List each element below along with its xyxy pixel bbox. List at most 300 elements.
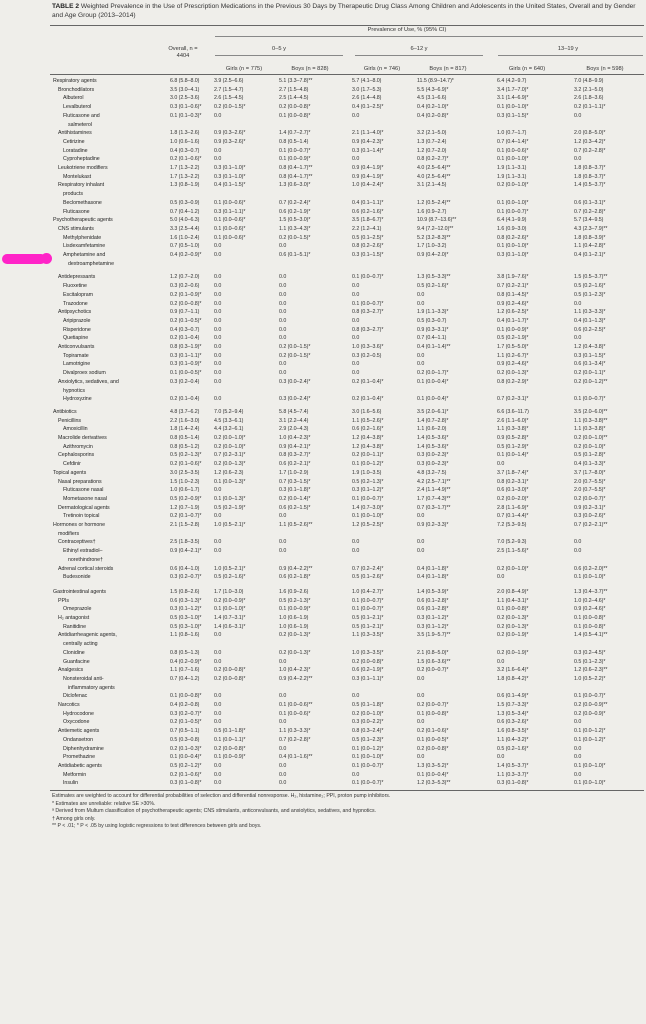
cell-value: 0.9 (0.2–4.6)* xyxy=(574,606,606,613)
header-bottom-rule xyxy=(50,74,644,75)
cell-value: 0.0 xyxy=(352,156,360,163)
cell-value: 0.0 xyxy=(214,780,222,787)
cell-value: 0.3 (0.1–1.2)* xyxy=(417,623,449,630)
row-label: Amphetamine and xyxy=(63,252,106,258)
cell-value: 0.0 xyxy=(279,771,287,778)
cell-value: 3.7 (1.8–7.4)* xyxy=(497,469,529,476)
cell-overall: 0.8 (0.5–1.2) xyxy=(170,443,200,450)
row-label: Anticonvulsants xyxy=(58,344,95,350)
cell-overall: 1.6 (1.0–2.4) xyxy=(170,234,200,241)
cell-overall: 0.2 (0.1–0.5)* xyxy=(170,719,202,726)
cell-value: 0.0 xyxy=(279,548,287,555)
cell-value: 0.5 (0.1–2.5)* xyxy=(352,234,384,241)
row-label: CNS stimulants xyxy=(58,225,94,232)
cell-overall: 0.2 (0.1–0.6)* xyxy=(170,771,202,778)
cell-value: 0.0 xyxy=(352,291,360,298)
row-label: Fluticasone nasal xyxy=(63,487,104,494)
cell-value: 0.2 (0.0–1.0)* xyxy=(214,443,246,450)
cell-value: 0.3 (0.1–1.1)* xyxy=(214,208,246,215)
cell-value: 1.7 (1.0–3.0) xyxy=(214,588,244,595)
row-label: centrally acting xyxy=(63,641,98,648)
cell-value: 1.9 (1.1–3.1) xyxy=(497,173,527,180)
cell-value: 2.0 (0.7–5.5)* xyxy=(574,478,606,485)
cell-value: 1.9 (1.1–3.3)* xyxy=(417,309,449,316)
cell-value: 1.1 (0.3–3.3)* xyxy=(279,728,311,735)
cell-value: 0.3 (0.0–2.6)* xyxy=(574,513,606,520)
footnote: † Among girls only. xyxy=(52,815,96,822)
cell-value: 0.9 (0.4–2.0)* xyxy=(417,252,449,258)
cell-overall: 0.1 (0.0–0.5)* xyxy=(170,370,202,377)
cell-value: 0.6 (0.2–2.0)** xyxy=(574,565,608,572)
cell-value: 0.0 xyxy=(279,274,287,281)
cell-value: 1.2 (0.4–3.8)* xyxy=(352,443,384,450)
col-header-boys-0-5: Boys (n = 828) xyxy=(291,66,329,72)
cell-value: 3.1 (2.1–4.5) xyxy=(417,182,447,189)
cell-value: 0.0 xyxy=(574,300,582,307)
cell-value: 0.0 xyxy=(214,317,222,324)
cell-value: 2.1 (1.1–4.0)* xyxy=(352,130,384,137)
row-label: Antidiarrheagenic agents, xyxy=(58,632,117,639)
cell-value: 0.0 xyxy=(279,326,287,333)
cell-value: 0.1 (0.0–1.0)* xyxy=(574,574,606,581)
cell-value: 0.0 xyxy=(214,309,222,316)
overall-header xyxy=(158,46,208,59)
cell-value: 0.4 (0.1–2.1)* xyxy=(574,252,606,258)
cell-overall: 5.0 (4.0–6.3) xyxy=(170,217,200,224)
cell-value: 0.4 (0.1–1.4)** xyxy=(417,344,451,350)
row-label: Insulin xyxy=(63,780,78,787)
cell-value: 0.1 (0.0–0.7)* xyxy=(352,597,384,604)
cell-value: 0.3 (0.1–1.0)* xyxy=(497,252,529,258)
row-label: PPIs xyxy=(58,597,69,604)
footnote: ᵃ Derived from Multum classification of psychotherapeutic agents; CNS stimulants, anticonvulsants, and anxiolytics, sedatives, and hypnotics. xyxy=(52,808,376,815)
cell-value: 2.6 (1.8–3.6) xyxy=(574,95,604,102)
row-label: norethindrone† xyxy=(68,556,103,563)
cell-overall: 0.2 (0.1–0.5)* xyxy=(170,317,202,324)
row-label: Cefdinir xyxy=(63,461,81,468)
cell-value: 3.0 (1.6–5.6) xyxy=(352,408,382,415)
cell-value: 0.0 xyxy=(352,112,360,119)
cell-value: 0.1 (0.0–0.9)* xyxy=(279,606,311,613)
cell-value: 0.4 (0.1–1.8)* xyxy=(417,565,449,572)
cell-value: 0.1 (0.0–1.0)* xyxy=(497,104,529,111)
cell-value: 0.9 (0.4–2.1)* xyxy=(279,443,311,450)
cell-value: 0.0 xyxy=(352,370,360,377)
cell-value: 0.1 (0.0–1.0)* xyxy=(352,513,384,520)
cell-value: 3.1 (2.2–4.4) xyxy=(279,417,309,424)
cell-value: 1.4 (0.6–3.1)* xyxy=(214,623,246,630)
row-label: Analgesics xyxy=(58,667,84,674)
cell-value: 0.4 (0.1–1.7)* xyxy=(497,317,529,324)
cell-value: 3.5 (2.0–6.1)* xyxy=(417,408,449,415)
cell-value: 0.1 (0.0–1.4)* xyxy=(497,452,529,459)
cell-value: 0.5 (0.2–1.3)* xyxy=(279,597,311,604)
row-label: Levalbuterol xyxy=(63,104,92,111)
cell-overall: 0.8 (0.5–1.4) xyxy=(170,435,200,441)
cell-value: 0.4 (0.1–1.3)* xyxy=(574,317,606,324)
cell-value: 0.2 (0.0–1.2)** xyxy=(574,378,608,385)
cell-value: 0.1 (0.0–1.2)* xyxy=(574,736,606,743)
cell-value: 1.3 (0.3–5.2)* xyxy=(417,762,449,769)
cell-value: 0.0 xyxy=(214,361,222,368)
cell-value: 0.0 xyxy=(279,719,287,726)
cell-value: 0.1 (0.0–0.7)* xyxy=(574,693,606,700)
cell-value: 3.8 (1.9–7.6)* xyxy=(497,274,529,281)
age-underline-0-5 xyxy=(215,55,343,56)
cell-value: 0.0 xyxy=(214,487,222,494)
cell-value: 0.1 (0.0–0.9)* xyxy=(497,326,529,333)
cell-value: 1.1 (0.5–2.6)* xyxy=(352,417,384,424)
cell-value: 2.7 (1.5–4.7) xyxy=(214,86,244,93)
cell-value: 3.2 (2.1–5.0) xyxy=(417,130,447,137)
cell-value: 0.1 (0.0–0.6)* xyxy=(214,199,246,206)
cell-overall: 0.1 (0.0–0.4)* xyxy=(170,754,202,761)
cell-value: 0.5 (0.1–2.1)* xyxy=(352,615,384,621)
cell-overall: 0.5 (0.2–1.3)* xyxy=(170,452,202,459)
row-label: Antihistamines xyxy=(58,130,92,137)
cell-overall: 1.3 (0.8–1.9) xyxy=(170,182,200,189)
cell-value: 2.0 (0.8–5.0)* xyxy=(574,130,606,137)
cell-value: 0.1 (0.0–1.2)* xyxy=(352,461,384,468)
cell-value: 0.1 (0.0–0.6)** xyxy=(279,702,313,708)
cell-value: 0.0 xyxy=(279,658,287,665)
cell-value: 0.3 (0.2–4.5)* xyxy=(574,649,606,656)
cell-value: 0.8 (0.3–2.7)* xyxy=(279,452,311,459)
cell-value: 1.4 (0.7–2.8)* xyxy=(417,417,449,424)
cell-value: 0.8 (0.2–2.9)* xyxy=(497,378,529,385)
row-label: Antibiotics xyxy=(53,408,77,415)
cell-value: 1.1 (0.4–3.2)* xyxy=(497,736,529,743)
cell-value: 0.6 (0.2–1.5)* xyxy=(279,504,311,511)
cell-overall: 0.4 (0.2–0.9)* xyxy=(170,252,202,258)
cell-overall: 0.4 (0.2–0.9)* xyxy=(170,658,202,665)
cell-value: 0.3 (0.1–1.0)* xyxy=(214,173,246,180)
cell-value: 0.4 (0.2–0.8)* xyxy=(417,112,449,119)
cell-value: 0.0 xyxy=(574,156,582,163)
cell-value: 1.2 (0.5–2.4)** xyxy=(417,199,451,206)
cell-value: 0.1 (0.0–1.0)* xyxy=(497,243,529,250)
cell-value: 0.1 (0.0–0.4)* xyxy=(417,771,449,778)
cell-value: 0.2 (0.0–1.0)* xyxy=(497,565,529,572)
cell-value: 0.1 (0.0–1.0)* xyxy=(352,754,384,761)
cell-value: 1.0 (0.6–1.9) xyxy=(279,623,309,630)
row-label: Diphenhydramine xyxy=(63,745,104,752)
cell-value: 0.1 (0.0–1.2)* xyxy=(574,728,606,735)
cell-value: 0.0 xyxy=(352,539,360,546)
cell-value: 1.3 (0.7–2.4) xyxy=(417,138,447,145)
pink-highlight-dot xyxy=(41,253,52,264)
cell-value: 0.0 xyxy=(497,574,505,581)
cell-overall: 1.2 (0.7–1.9) xyxy=(170,504,200,511)
cell-value: 0.0 xyxy=(497,658,505,665)
row-label: products xyxy=(63,191,83,198)
cell-value: 0.6 (0.3–2.6)* xyxy=(497,719,529,726)
cell-value: 0.2 (0.0–0.7)* xyxy=(417,702,449,708)
cell-value: 0.5 (0.1–2.8)* xyxy=(574,452,606,459)
cell-value: 1.6 (0.9–2.6) xyxy=(279,588,309,595)
cell-value: 4.0 (2.5–6.4)** xyxy=(417,173,451,180)
row-label: Fluticasone xyxy=(63,208,90,215)
cell-value: 0.2 (0.0–0.8)* xyxy=(214,675,246,682)
row-label: Metformin xyxy=(63,771,87,778)
row-label: modifiers xyxy=(58,530,80,537)
cell-value: 0.0 xyxy=(417,719,425,726)
row-label: Cetirizine xyxy=(63,138,85,145)
cell-overall: 0.5 (0.3–0.8) xyxy=(170,736,200,743)
cell-value: 5.8 (4.5–7.4) xyxy=(279,408,309,415)
cell-value: 0.3 (0.1–1.5)* xyxy=(574,352,606,359)
cell-value: 0.0 xyxy=(214,156,222,163)
cell-value: 1.2 (0.7–2.0) xyxy=(417,147,447,154)
cell-value: 0.3 (0.1–1.4)* xyxy=(352,147,384,154)
cell-value: 0.3 (0.0–2.4)* xyxy=(279,378,311,385)
cell-value: 0.0 xyxy=(417,693,425,700)
cell-value: 1.2 (0.6–2.3)** xyxy=(574,667,608,674)
cell-value: 0.2 (0.0–0.8)* xyxy=(279,104,311,111)
cell-overall: 0.4 (0.2–0.8) xyxy=(170,702,200,708)
cell-value: 0.0 xyxy=(279,370,287,377)
cell-value: 4.5 (3.3–6.1) xyxy=(214,417,244,424)
cell-value: 0.0 xyxy=(214,632,222,639)
cell-overall: 0.2 (0.0–0.8)* xyxy=(170,300,202,307)
cell-value: 1.0 (0.6–1.9) xyxy=(279,615,309,621)
cell-value: 1.5 (0.5–3.0)* xyxy=(279,217,311,224)
cell-value: 1.6 (0.9–3.0) xyxy=(497,225,527,232)
cell-value: 0.0 xyxy=(417,513,425,520)
cell-value: 0.2 (0.0–1.3)* xyxy=(497,623,529,630)
cell-value: 0.9 (0.4–2.3)* xyxy=(352,138,384,145)
cell-value: 0.2 (0.0–0.8)* xyxy=(352,658,384,665)
cell-value: 0.1 (0.0–1.1)* xyxy=(214,736,246,743)
row-label: Tretinoin topical xyxy=(63,513,100,520)
cell-value: 10.9 (8.7–13.6)** xyxy=(417,217,457,224)
cell-value: 0.0 xyxy=(214,719,222,726)
cell-value: 0.2 (0.0–0.9)* xyxy=(214,597,246,604)
cell-value: 0.9 (0.4–1.9)* xyxy=(352,173,384,180)
cell-overall: 0.3 (0.2–0.4) xyxy=(170,378,200,385)
cell-overall: 0.5 (0.3–0.9) xyxy=(170,199,200,206)
cell-overall: 1.0 (0.6–1.6) xyxy=(170,138,200,145)
cell-overall: 0.6 (0.4–1.0) xyxy=(170,565,200,572)
cell-value: 0.1 (0.0–0.6)* xyxy=(279,710,311,717)
row-label: Antipsychotics xyxy=(58,309,92,316)
cell-value: 0.0 xyxy=(214,300,222,307)
cell-value: 0.5 (0.1–2.1)* xyxy=(352,623,384,630)
cell-value: 0.2 (0.0–1.1)* xyxy=(574,370,606,377)
cell-value: 0.6 (0.2–2.5)* xyxy=(574,326,606,333)
cell-value: 1.0 (0.5–2.1)* xyxy=(214,522,246,528)
cell-overall: 3.0 (2.5–3.6) xyxy=(170,95,200,102)
cell-value: 0.0 xyxy=(214,396,222,403)
cell-value: 0.7 (0.1–4.4)* xyxy=(497,513,529,520)
cell-value: 0.8 (0.4–1.7)** xyxy=(279,165,313,171)
row-label: Beclomethasone xyxy=(63,199,102,206)
cell-value: 1.1 (0.3–3.8)** xyxy=(574,417,608,424)
cell-value: 0.0 xyxy=(574,745,582,752)
cell-value: 0.6 (0.2–1.8)* xyxy=(279,574,311,581)
cell-value: 0.0 xyxy=(352,693,360,700)
cell-value: 0.6 (0.2–2.1)* xyxy=(279,461,311,468)
cell-value: 0.0 xyxy=(279,309,287,316)
cell-value: 1.0 (0.7–1.7) xyxy=(497,130,527,137)
cell-value: 0.0 xyxy=(214,762,222,769)
cell-value: 5.2 (3.2–8.3)** xyxy=(417,234,451,241)
cell-value: 0.9 (0.4–2.2)** xyxy=(279,565,313,572)
cell-value: 0.0 xyxy=(417,548,425,555)
cell-value: 0.3 (0.1–1.8)* xyxy=(279,487,311,494)
cell-value: 5.7 (3.4–9.5) xyxy=(574,217,604,224)
cell-value: 0.8 (0.3–2.4)* xyxy=(352,728,384,735)
cell-value: 1.4 (0.5–4.1)** xyxy=(574,632,608,639)
cell-overall: 1.5 (0.8–2.6) xyxy=(170,588,200,595)
row-label: Lamotrigine xyxy=(63,361,91,368)
cell-overall: 0.1 (0.1–0.3)* xyxy=(170,112,202,119)
cell-value: 0.0 xyxy=(574,754,582,761)
cell-value: 0.5 (0.1–2.6)* xyxy=(352,574,384,581)
row-label: Antidepressants xyxy=(58,274,96,281)
cell-value: 5.1 (3.3–7.8)** xyxy=(279,78,313,84)
row-label: Contraceptives† xyxy=(58,539,96,546)
cell-value: 0.6 (0.2–1.6)* xyxy=(352,208,384,215)
cell-value: 0.8 (0.5–1.4) xyxy=(279,138,309,145)
cell-value: 0.7 (0.2–3.1)* xyxy=(497,396,529,403)
cell-value: 0.2 (0.0–1.3)* xyxy=(497,615,529,621)
cell-overall: 1.7 (1.3–2.2) xyxy=(170,165,200,171)
cell-value: 0.7 (0.3–1.5)* xyxy=(279,478,311,485)
cell-value: 0.0 xyxy=(279,780,287,787)
prevalence-underline xyxy=(215,36,643,37)
cell-value: 0.1 (0.0–0.4)* xyxy=(417,396,449,403)
col-header-girls-13-19: Girls (n = 640) xyxy=(508,66,546,72)
row-label: Promethazine xyxy=(63,754,96,761)
cell-value: 1.5 (0.7–3.3)* xyxy=(497,702,529,708)
cell-value: 0.1 (0.0–0.8)* xyxy=(497,606,529,613)
cell-value: 3.2 (1.6–6.4)* xyxy=(497,667,529,674)
cell-value: 0.6 (0.2–1.9)* xyxy=(352,667,384,674)
cell-value: 0.1 (0.0–1.0)* xyxy=(497,199,529,206)
cell-overall: 0.7 (0.5–1.1) xyxy=(170,728,200,735)
cell-value: 0.0 xyxy=(214,326,222,333)
cell-value: 1.2 (0.3–4.2)* xyxy=(574,138,606,145)
cell-value: 0.0 xyxy=(279,539,287,546)
cell-overall: 0.3 (0.2–0.7)* xyxy=(170,710,202,717)
row-label: Omeprazole xyxy=(63,606,92,613)
cell-value: 0.0 xyxy=(352,317,360,324)
row-label: Anxiolytics, sedatives, and xyxy=(58,378,119,385)
cell-overall: 6.8 (5.8–8.0) xyxy=(170,78,200,84)
cell-value: 1.4 (0.5–3.6)* xyxy=(417,443,449,450)
cell-value: 0.8 (0.3–2.7)* xyxy=(352,309,384,316)
cell-value: 2.1 (0.8–5.0)* xyxy=(417,649,449,656)
cell-value: 0.0 xyxy=(417,361,425,368)
cell-value: 0.0 xyxy=(279,283,287,290)
cell-value: 0.5 (0.1–2.3)* xyxy=(574,658,606,665)
cell-value: 0.0 xyxy=(279,513,287,520)
cell-value: 0.6 (0.1–4.9)* xyxy=(497,693,529,700)
cell-value: 0.2 (0.0–1.0)* xyxy=(574,443,606,450)
cell-value: 1.8 (0.8–3.7)* xyxy=(574,165,606,171)
cell-value: 1.3 (0.6–3.0)* xyxy=(279,182,311,189)
row-label: Methylphenidate xyxy=(63,234,102,241)
cell-value: 0.0 xyxy=(279,335,287,342)
cell-value: 0.9 (0.4–1.9)* xyxy=(352,165,384,171)
cell-value: 4.3 (2.3–7.9)** xyxy=(574,225,608,232)
cell-value: 1.2 (0.4–3.8)* xyxy=(352,435,384,441)
row-label: Divalproex sodium xyxy=(63,370,106,377)
cell-value: 0.0 xyxy=(214,147,222,154)
cell-value: 0.3 (0.1–1.2)* xyxy=(352,487,384,494)
cell-value: 1.2 (0.4–3.8)* xyxy=(574,344,606,350)
cell-value: 1.4 (0.5–3.6)* xyxy=(417,435,449,441)
cell-overall: 0.7 (0.4–1.2) xyxy=(170,208,200,215)
cell-value: 0.0 xyxy=(214,370,222,377)
cell-overall: 0.9 (0.7–1.1) xyxy=(170,309,200,316)
row-label: Hormones or hormone xyxy=(53,522,106,528)
cell-value: 5.5 (4.3–6.9)* xyxy=(417,86,449,93)
row-label: Adrenal cortical steroids xyxy=(58,565,114,572)
cell-value: 1.4 (0.5–3.7)* xyxy=(497,762,529,769)
cell-value: 0.0 xyxy=(417,675,425,682)
cell-value: 0.0 xyxy=(214,539,222,546)
cell-value: 0.9 (0.3–2.6)* xyxy=(214,138,246,145)
row-label: Montelukast xyxy=(63,173,92,180)
cell-value: 2.5 (1.4–4.5) xyxy=(279,95,309,102)
cell-value: 1.1 (0.2–6.7)* xyxy=(497,352,529,359)
row-label: Fluticasone and xyxy=(63,112,100,119)
cell-value: 2.6 (1.4–4.8) xyxy=(352,95,382,102)
cell-value: 1.4 (0.7–2.7)* xyxy=(279,130,311,137)
cell-value: 0.1 (0.0–0.9)* xyxy=(214,754,246,761)
cell-value: 0.2 (0.0–0.9)** xyxy=(574,702,608,708)
cell-overall: 0.7 (0.4–1.2) xyxy=(170,675,200,682)
cell-value: 0.0 xyxy=(497,461,505,468)
cell-value: 1.8 (0.8–4.2)* xyxy=(497,675,529,682)
cell-value: 0.9 (0.3–3.1)* xyxy=(417,326,449,333)
row-label: dextroamphetamine xyxy=(68,260,114,267)
row-label: Ranitidine xyxy=(63,623,87,630)
cell-value: 4.4 (3.2–6.1) xyxy=(214,426,244,433)
row-label: Respiratory inhalant xyxy=(58,182,105,189)
cell-overall: 0.5 (0.3–1.0)* xyxy=(170,615,202,621)
row-label: Antidiabetic agents xyxy=(58,762,102,769)
cell-value: 0.0 xyxy=(214,710,222,717)
cell-value: 0.4 (0.1–1.1)* xyxy=(352,199,384,206)
cell-value: 0.5 (0.2–1.6)* xyxy=(574,283,606,290)
cell-value: 0.1 (0.0–0.8)* xyxy=(574,623,606,630)
cell-value: 1.2 (0.3–5.3)** xyxy=(417,780,451,787)
cell-value: 0.0 xyxy=(417,300,425,307)
top-rule xyxy=(50,25,644,26)
cell-value: 3.0 (1.7–5.3) xyxy=(352,86,382,93)
cell-value: 0.2 (0.1–0.4)* xyxy=(352,396,384,403)
cell-value: 0.0 xyxy=(214,771,222,778)
cell-value: 1.0 (0.3–3.6)* xyxy=(352,344,384,350)
cell-value: 0.2 (0.0–1.3)* xyxy=(214,461,246,468)
row-label: Diclofenac xyxy=(63,693,88,700)
cell-value: 0.0 xyxy=(279,300,287,307)
cell-value: 0.7 (0.2–2.8)* xyxy=(574,147,606,154)
cell-value: 0.0 xyxy=(214,274,222,281)
cell-value: 0.6 (0.1–2.8)* xyxy=(417,597,449,604)
cell-value: 1.3 (0.5–3.4)* xyxy=(497,710,529,717)
cell-overall: 0.7 (0.5–1.0) xyxy=(170,243,200,250)
cell-value: 0.1 (0.0–1.3)* xyxy=(214,495,246,502)
cell-overall: 1.0 (0.6–1.7) xyxy=(170,487,200,494)
cell-value: 0.4 (0.1–1.5)* xyxy=(214,182,246,189)
cell-value: 2.5 (1.1–5.6)* xyxy=(497,548,529,555)
cell-value: 0.3 (0.1–1.0)* xyxy=(214,165,246,171)
cell-value: 0.4 (0.2–1.0)* xyxy=(417,104,449,111)
